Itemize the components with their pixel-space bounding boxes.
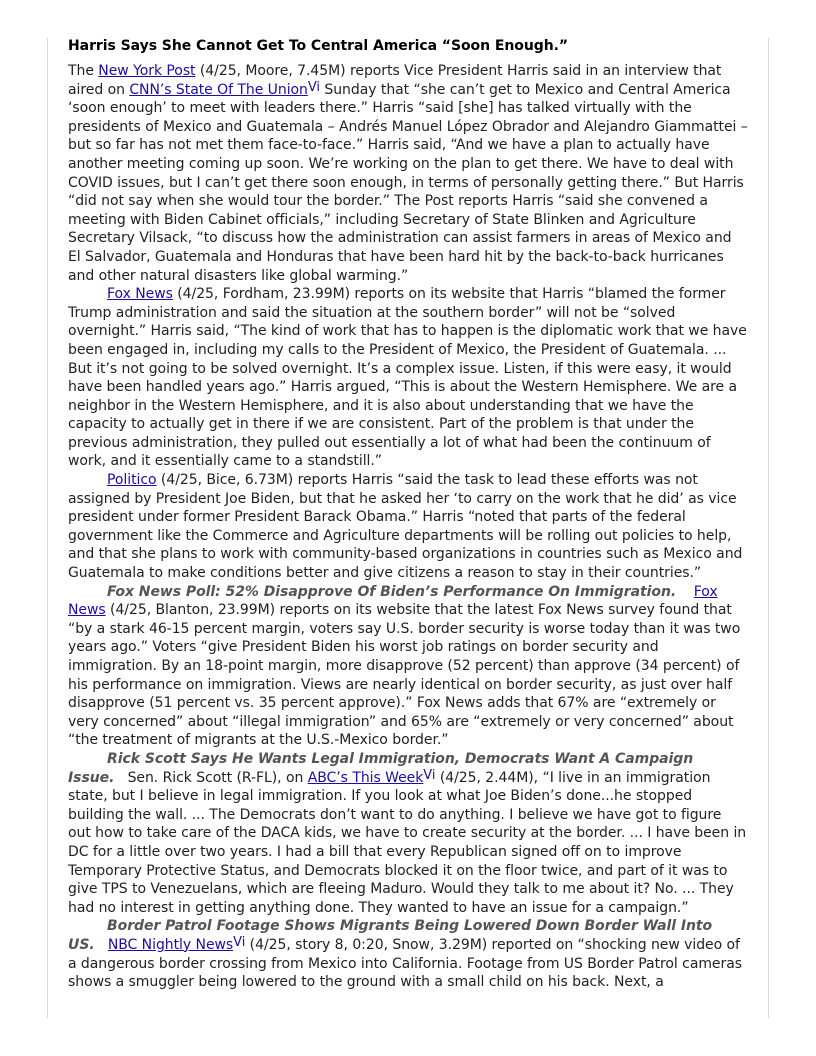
link-cnn-state-of-the-union[interactable]: CNN’s State Of The Union: [129, 81, 308, 98]
text: (4/25, Moore, 7.45M) reports Vice President Harris said in an interview that aired on: [68, 63, 722, 98]
video-marker[interactable]: Vi: [233, 934, 246, 950]
subheadline: Rick Scott Says He Wants Legal Immigration, Democrats Want A Campaign Issue.: [68, 750, 694, 786]
text: (4/25, Bice, 6.73M) reports Harris “said the task to lead these efforts was not assigned by President Joe Biden, but that he asked her ‘to carry on the work that he did’ as vice president under former President Barack Obama.” Harris “noted that parts of the federal government like the Commerce and Agriculture departments will be rolling out policies to help, and that she plans to work with community-based organizations in countries such as Mexico and Guatemala to make conditions better and give citizens a reason to stay in their countries.”: [68, 472, 743, 582]
link-fox-news[interactable]: Fox News: [107, 286, 173, 303]
text: (4/25, 2.44M), “I live in an immigration state, but I believe in legal immigration. If you look at what Joe Biden’s done...he stopped building the wall. ... The Democrats don’t want to do anything. I believe we have got to figure out how to take care of the DACA kids, we have to create security at the border. ... I have been in DC for a little over two years. I had a bill that every Republican signed off on to improve Temporary Protective Status, and Democrats blocked it on the floor twice, and part of it was to give TPS to Venezuelans, which are fleeing Maduro. Would they talk to me about it? No. ... They had no interest in getting anything done. They wanted to have an issue for a campaign.”: [68, 769, 747, 916]
text: (4/25, Fordham, 23.99M) reports on its website that Harris “blamed the former Trump administration and said the situation at the southern border” will not be “solved overnight.” Harris said, “The kind of work that has to happen is the diplomatic work that we have been engaged in, including my calls to the President of Mexico, the President of Guatemala. ... But it’s not going to be solved overnight. It’s a complex issue. Listen, if this were easy, it would have been handled years ago.” Harris argued, “This is about the Western Hemisphere. We are a neighbor in the Western Hemisphere, and it is also about understanding that we have the capacity to actually get in there if we are consistent. Part of the problem is that under the previous administration, they pulled out essentially a lot of what had been the continuum of work, and it essentially came to a standstill.”: [68, 286, 747, 470]
text: (4/25, story 8, 0:20, Snow, 3.29M) reported on “shocking new video of a dangerous border crossing from Mexico into California. Footage from US Border Patrol cameras shows a smuggler being lowered to the ground with a small child on his back. Next, a: [68, 936, 742, 991]
article-body: [68, 37, 748, 992]
paragraph-ny-post: [68, 62, 748, 285]
paragraph-fox-news: [68, 285, 748, 471]
text: Sen. Rick Scott (R-FL), on: [127, 769, 308, 786]
paragraph-politico: [68, 471, 748, 583]
right-margin-rule: [768, 38, 769, 1018]
link-new-york-post[interactable]: New York Post: [98, 63, 196, 79]
text: Sunday that “she can’t get to Mexico and Central America ‘soon enough’ to meet with leaders there.” Harris “said [she] has talked virtually with the presidents of Mexico and Guatemala – Andrés Manuel López Obrador and Alejandro Giammattei – but so far has not met them face-to-face.” Harris said, “And we have a plan to actually have another meeting coming up soon. We’re working on the plan to get there. We have to deal with COVID issues, but I can’t get there soon enough, in terms of personally getting there.” But Harris “did not say when she would tour the border.” The Post reports Harris “said she convened a meeting with Biden Cabinet officials,” including Secretary of State Blinken and Agriculture Secretary Vilsack, “to discuss how the administration can assist farmers in areas of Mexico and El Salvador, Guatemala and Honduras that have been hard hit by the back-to-back hurricanes and other natural disasters like global warming.”: [68, 81, 748, 284]
left-margin-rule: [47, 38, 48, 1018]
paragraph-rick-scott: [68, 750, 748, 917]
link-politico[interactable]: Politico: [107, 472, 157, 489]
link-abc-this-week[interactable]: ABC’s This Week: [307, 769, 424, 786]
paragraph-fox-poll: [68, 583, 748, 750]
paragraph-border-patrol: [68, 917, 748, 991]
subheadline: Border Patrol Footage Shows Migrants Being Lowered Down Border Wall Into US.: [68, 918, 713, 953]
link-fox-news-poll[interactable]: Fox News: [68, 583, 718, 619]
article-headline: Harris Says She Cannot Get To Central America “Soon Enough.”: [68, 38, 569, 54]
video-marker[interactable]: Vi: [423, 767, 436, 783]
subheadline: Fox News Poll: 52% Disapprove Of Biden’s Performance On Immigration.: [107, 583, 677, 600]
link-nbc-nightly-news[interactable]: NBC Nightly News: [107, 936, 234, 953]
text: The: [68, 63, 99, 79]
text: (4/25, Blanton, 23.99M) reports on its website that the latest Fox News survey found that “by a stark 46-15 percent margin, voters say U.S. border security is worse today than it was two years ago.” Voters “give President Biden his worst job ratings on border security and immigration. By an 18-point margin, more disapprove (52 percent) than approve (34 percent) of his performance on immigration. Views are nearly identical on border security, as just over half disapprove (51 percent vs. 35 percent approve).” Fox News adds that 67% are “extremely or very concerned” about “illegal immigration” and 65% are “extremely or very concerned” about “the treatment of migrants at the U.S.-Mexico border.”: [68, 602, 741, 749]
video-marker[interactable]: Vi: [307, 79, 320, 95]
